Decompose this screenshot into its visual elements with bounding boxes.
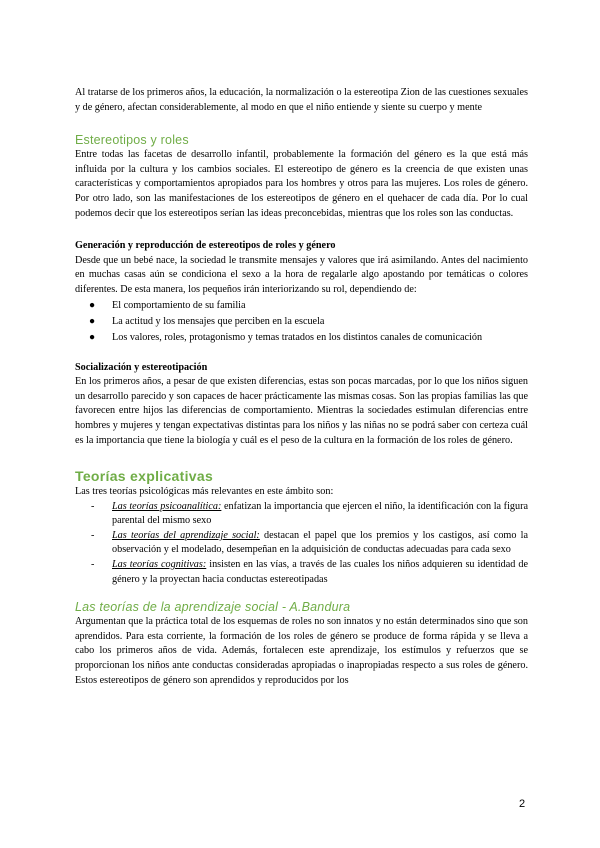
intro-paragraph: Al tratarse de los primeros años, la educación, la normalización o la estereotipa Zion de las cuestiones sexuales y de género, afectan considerablemente, al modo en que el niño entiende y siente su cuerpo y mente bbox=[75, 87, 528, 113]
list-item bbox=[75, 529, 528, 558]
dash-icon: - bbox=[91, 529, 95, 541]
list-item bbox=[75, 558, 528, 587]
list-item bbox=[75, 500, 528, 529]
dash-icon: - bbox=[91, 559, 95, 571]
section-heading-bandura: Las teorías de la aprendizaje social - A.Bandura bbox=[75, 600, 351, 615]
page-content bbox=[75, 86, 528, 688]
bullet-icon: ● bbox=[89, 331, 96, 343]
dash-list bbox=[75, 500, 528, 588]
list-item-text: enfatizan la importancia que ejercen el niño, la identificación con la figura parental del mismo sexo bbox=[112, 500, 528, 527]
section-heading-teorias: Teorías explicativas bbox=[75, 468, 214, 485]
dash-icon: - bbox=[91, 500, 95, 512]
page-number: 2 bbox=[519, 798, 526, 810]
section-bandura-body: Argumentan que la práctica total de los esquemas de roles no son innatos y no están determinados sino que son aprendidos. Para esta corriente, la formación de los roles de género se produce de forma rápida y se lleva a cabo los primeros años de vida. Además, fortalecen este aprendizaje, los estímulos y refuerzos que se proporcionan los niños ante conductas consideradas apropiadas o inapropiadas respecto a sus roles de género. Estos estereotipos de género son aprendidos y reproducidos por los bbox=[75, 616, 528, 686]
bullet-list bbox=[75, 298, 528, 346]
list-item-term: Las teorías cognitivas: bbox=[112, 559, 207, 571]
list-item-text: insisten en las vías, a través de las cuales los niños adquieren su identidad de género y la proyectan hacia conductas estereotipadas bbox=[112, 559, 528, 585]
list-item: ● La actitud y los mensajes que perciben en la escuela bbox=[75, 314, 528, 330]
section-generacion-body: Desde que un bebé nace, la sociedad le transmite mensajes y valores que irá asimilando. Antes del nacimiento en muchas casas aún se condiciona el sexo a la hora de regalarle algo apostando por temáticas o colores diferentes. De esta manera, los pequeños irán interiorizando su rol, dependiendo de: bbox=[75, 254, 528, 295]
section-heading-estereotipos: Estereotipos y roles bbox=[75, 133, 189, 148]
section-heading-generacion: Generación y reproducción de estereotipos de roles y género bbox=[75, 240, 336, 252]
bullet-icon: ● bbox=[89, 315, 96, 327]
list-item: ● El comportamiento de su familia bbox=[75, 298, 528, 314]
section-socializacion-body: En los primeros años, a pesar de que existen diferencias, estas son pocas marcadas, por lo que los niños siguen un desarrollo parecido y son capaces de hacer prácticamente las mismas cosas. Son las propias familias las que favorecen entre hijos las diferencias de comportamiento. Mientras la sociedades estimulan diferencias entre hombres y mujeres y tengan expectativas distintas para los niños y las niñas no se podrá saber con certeza cuál es la importancia que tiene la biología y cuál es el peso de la cultura en la formación de los roles de género. bbox=[75, 376, 528, 446]
section-teorias-intro: Las tres teorías psicológicas más relevantes en este ámbito son: bbox=[75, 486, 334, 498]
section-estereotipos-body: Entre todas las facetas de desarrollo infantil, probablemente la formación del género es la que está más influida por la cultura y los cambios sociales. El estereotipo de género es la creencia de que existen unas características y comportamientos apropiados para los hombres y otros para las mujeres. Los roles de género. Por otro lado, son las manifestaciones de los estereotipos de género en el quehacer de cada día. Por lo cual podemos decir que los estereotipos serían las ideas preconcebidas, mientras que los roles son las conductas. bbox=[75, 149, 528, 219]
bullet-icon: ● bbox=[89, 299, 96, 311]
list-item-text: destacan el papel que los premios y los castigos, así como la observación y el modelado, desempeñan en la adquisición de conductas adecuadas para cada sexo bbox=[112, 529, 529, 556]
section-heading-socializacion: Socialización y estereotipación bbox=[75, 361, 208, 373]
list-item-term: Las teorías psicoanalítica: bbox=[112, 500, 222, 512]
list-item: ● Los valores, roles, protagonismo y temas tratados en los distintos canales de comunicación bbox=[75, 330, 528, 346]
list-item-term: Las teorías del aprendizaje social: bbox=[112, 529, 260, 541]
